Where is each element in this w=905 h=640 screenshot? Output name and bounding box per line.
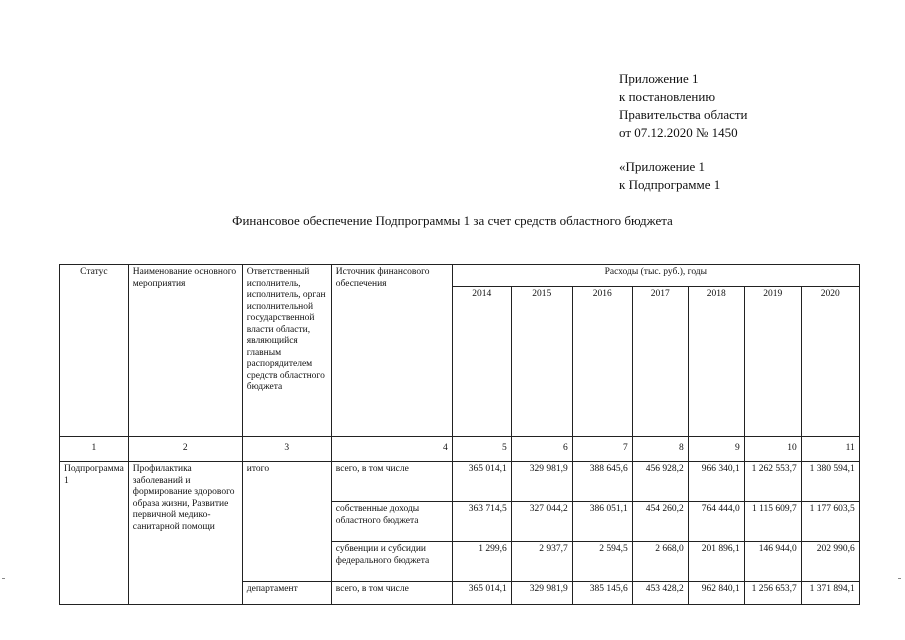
scan-edge-mark (2, 578, 5, 579)
value-cell: 1 115 609,7 (744, 502, 801, 542)
value-cell: 1 299,6 (452, 542, 511, 582)
activity-cell: Профилактика заболеваний и формирование здорового образа жизни, Развитие первичной медико-санитарной помощи (128, 462, 242, 605)
document-title: Финансовое обеспечение Подпрограммы 1 за счет средств областного бюджета (232, 213, 673, 228)
value-cell: 202 990,6 (801, 542, 859, 582)
value-cell: 2 594,5 (572, 542, 632, 582)
executor-cell: департамент (242, 582, 331, 605)
year-header: 2015 (511, 287, 572, 437)
value-cell: 456 928,2 (632, 462, 688, 502)
year-header: 2020 (801, 287, 859, 437)
column-header-expenses: Расходы (тыс. руб.), годы (452, 265, 859, 287)
value-cell: 329 981,9 (511, 582, 572, 605)
value-cell: 146 944,0 (744, 542, 801, 582)
value-cell: 385 145,6 (572, 582, 632, 605)
scan-edge-mark (898, 578, 901, 579)
table-row (60, 462, 860, 502)
value-cell: 966 340,1 (688, 462, 744, 502)
value-cell: 962 840,1 (688, 582, 744, 605)
year-header: 2018 (688, 287, 744, 437)
column-number: 5 (452, 437, 511, 462)
value-cell: 2 937,7 (511, 542, 572, 582)
status-cell: Подпрограмма 1 (60, 462, 129, 605)
annex-reference: «Приложение 1 к Подпрограмме 1 (619, 159, 721, 192)
column-number: 6 (511, 437, 572, 462)
executor-cell: итого (242, 462, 331, 582)
source-cell: всего, в том числе (331, 462, 452, 502)
year-header: 2019 (744, 287, 801, 437)
value-cell: 764 444,0 (688, 502, 744, 542)
column-number: 4 (331, 437, 452, 462)
column-number: 10 (744, 437, 801, 462)
value-cell: 453 428,2 (632, 582, 688, 605)
column-header-source: Источник финансового обеспечения (331, 265, 452, 437)
value-cell: 1 371 894,1 (801, 582, 859, 605)
year-header: 2016 (572, 287, 632, 437)
year-header: 2017 (632, 287, 688, 437)
value-cell: 1 256 653,7 (744, 582, 801, 605)
header-row (60, 265, 860, 287)
value-cell: 454 260,2 (632, 502, 688, 542)
column-number: 2 (128, 437, 242, 462)
value-cell: 388 645,6 (572, 462, 632, 502)
column-number-row (60, 437, 860, 462)
financing-table (59, 264, 860, 605)
source-cell: всего, в том числе (331, 582, 452, 605)
value-cell: 1 380 594,1 (801, 462, 859, 502)
source-cell: субвенции и субсидии федерального бюджета (331, 542, 452, 582)
source-cell: собственные доходы областного бюджета (331, 502, 452, 542)
value-cell: 329 981,9 (511, 462, 572, 502)
column-header-activity: Наименование основного мероприятия (128, 265, 242, 437)
column-header-status: Статус (60, 265, 129, 437)
column-number: 3 (242, 437, 331, 462)
column-number: 7 (572, 437, 632, 462)
approval-reference: Приложение 1 к постановлению Правительства области от 07.12.2020 № 1450 (619, 71, 748, 140)
column-number: 8 (632, 437, 688, 462)
value-cell: 386 051,1 (572, 502, 632, 542)
value-cell: 2 668,0 (632, 542, 688, 582)
value-cell: 1 262 553,7 (744, 462, 801, 502)
value-cell: 365 014,1 (452, 582, 511, 605)
column-number: 11 (801, 437, 859, 462)
value-cell: 201 896,1 (688, 542, 744, 582)
value-cell: 365 014,1 (452, 462, 511, 502)
value-cell: 327 044,2 (511, 502, 572, 542)
value-cell: 1 177 603,5 (801, 502, 859, 542)
value-cell: 363 714,5 (452, 502, 511, 542)
column-number: 1 (60, 437, 129, 462)
column-header-executor: Ответственный исполнитель, исполнитель, орган исполнительной государственной власти области, являющийся главным распорядителем средств областного бюджета (242, 265, 331, 437)
year-header: 2014 (452, 287, 511, 437)
column-number: 9 (688, 437, 744, 462)
